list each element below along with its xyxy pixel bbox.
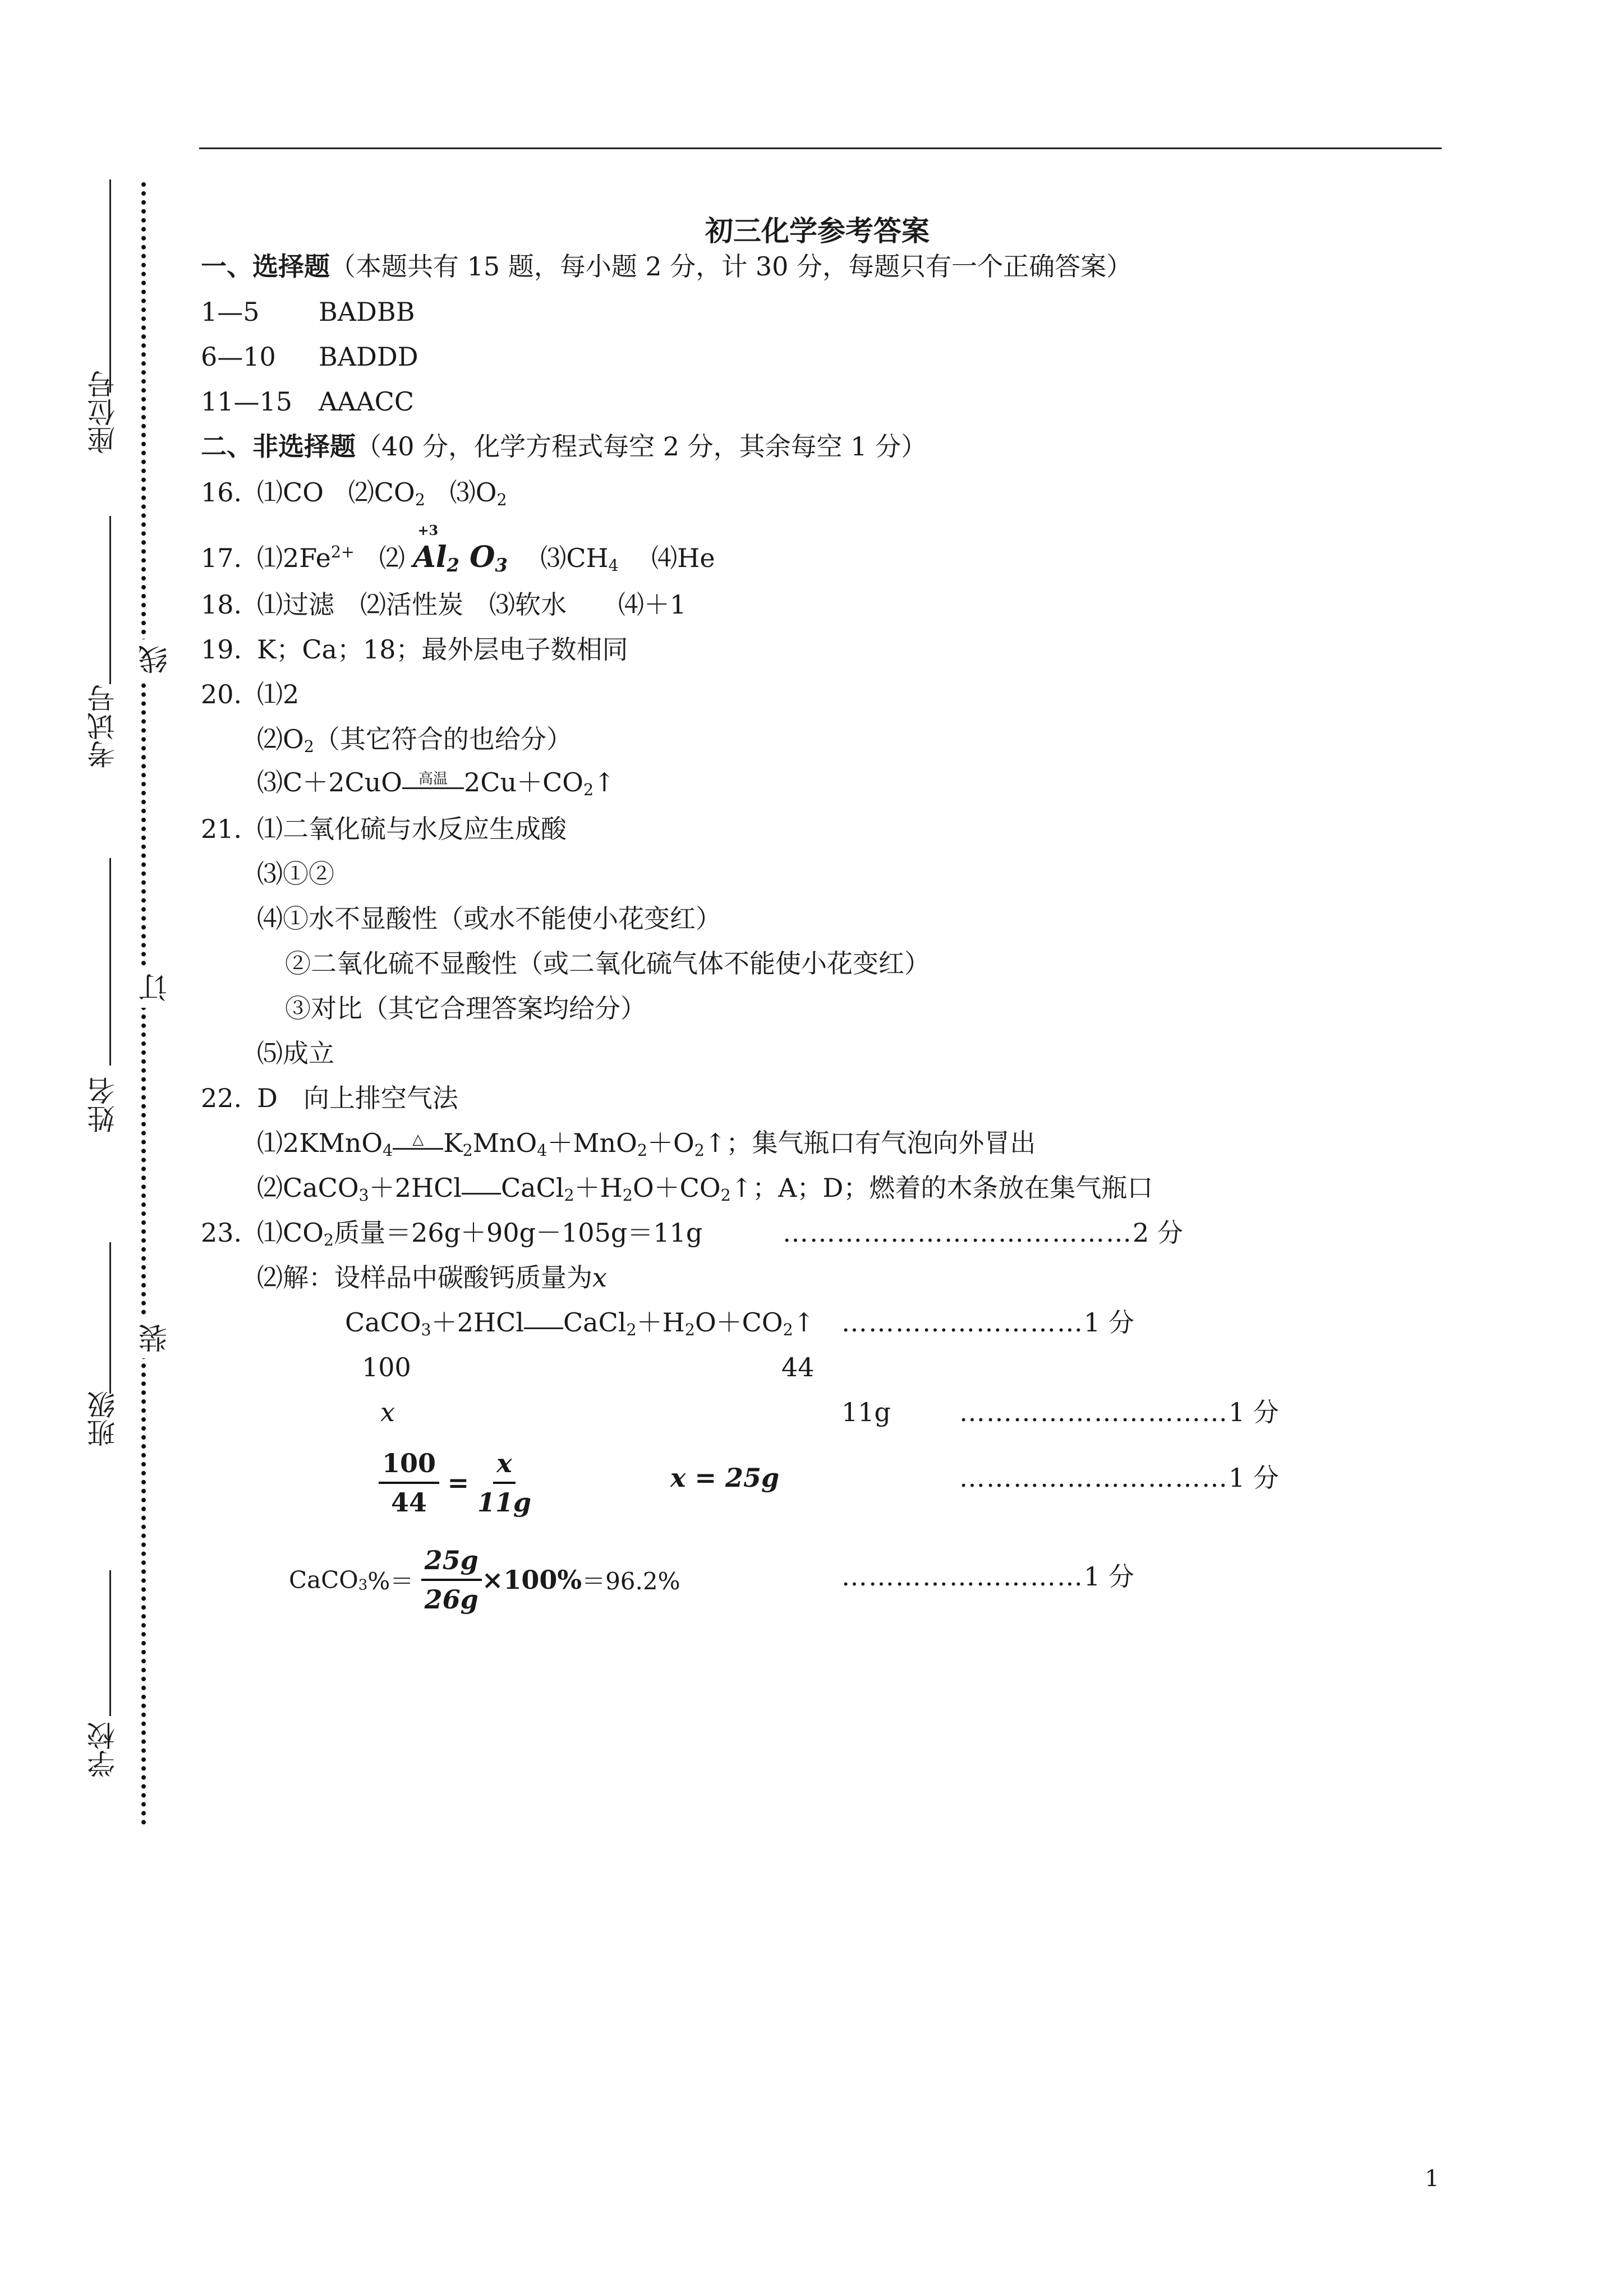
denominator: 11g (477, 1487, 532, 1518)
section-2-heading (201, 431, 927, 462)
mc-range: 6—10 (201, 342, 276, 372)
subscript: 2 (447, 555, 459, 577)
reaction-bar (462, 1177, 501, 1203)
subscript: 2 (622, 1186, 633, 1205)
score-dots: ………………………… (959, 1397, 1229, 1427)
score-dots: ……………………… (841, 1561, 1084, 1592)
q21-answer-1: ⑴二氧化硫与水反应生成酸 (257, 814, 567, 844)
mass-co2: 11g (841, 1397, 891, 1427)
question-number: 20. (201, 679, 242, 709)
reaction-bar (393, 1148, 443, 1150)
subscript: 2 (583, 781, 594, 800)
equation-part: O＋CO (632, 1173, 721, 1203)
question-number: 23. (201, 1218, 242, 1248)
equation-part: ＋2HCl (431, 1307, 524, 1338)
subscript: 2 (496, 491, 507, 510)
mc-row-1 (201, 299, 415, 325)
exam-no-label: 考试号 (87, 684, 119, 768)
subscript: 3 (358, 1576, 368, 1594)
section-1-note: （本题共有 15 题，每小题 2 分，计 30 分，每题只有一个正确答案） (330, 251, 1133, 282)
q18-answers: ⑴过滤 ⑵活性炭 ⑶软水 ⑷＋1 (257, 589, 687, 620)
q23-answer-1-calc: 质量＝26g＋90g－105g＝11g (334, 1218, 703, 1248)
q17-answer-3: ⑶CH (540, 543, 609, 573)
question-number: 19. (201, 634, 242, 665)
mc-range: 11—15 (201, 386, 293, 417)
equation-part: %＝ (367, 1567, 414, 1595)
fraction-100-44 (379, 1448, 439, 1518)
unknown-x: x (380, 1397, 395, 1427)
binding-mark-line: 线 (135, 639, 177, 680)
gas-arrow: ↑ (594, 767, 615, 797)
equation-part: O＋CO (694, 1307, 783, 1338)
subscript: 3 (421, 1321, 431, 1340)
q22-answer-1 (257, 1130, 1036, 1158)
q19-answers: K；Ca；18；最外层电子数相同 (257, 634, 628, 665)
q20-answer-3 (257, 767, 615, 800)
question-number: 16. (201, 477, 242, 508)
molar-mass-co2: 44 (781, 1352, 815, 1382)
equation-part: ＋MnO (547, 1128, 637, 1158)
school-label: 学校 (87, 1722, 119, 1778)
binding-mark-pack: 装 (135, 1318, 177, 1358)
q16-answer-1: ⑴CO (257, 477, 324, 508)
solution-x: x = 25g (670, 1463, 780, 1493)
reaction-bar-line (462, 1193, 501, 1195)
question-16 (201, 477, 507, 510)
q20-answer-2 (257, 724, 572, 757)
numerator: 25g (421, 1545, 482, 1581)
exam-no-field-line (109, 516, 111, 684)
q17-answer-2-label: ⑵ (379, 543, 405, 573)
superscript: 2+ (330, 542, 355, 561)
equation-part: CaCl (563, 1307, 627, 1338)
q21-answer-4-1: ⑷①水不显酸性（或水不能使小花变红） (257, 903, 721, 934)
q20-answer-1: ⑴2 (257, 679, 300, 709)
subscript: 2 (684, 1321, 695, 1340)
score-line-3 (959, 1399, 1279, 1425)
subscript: 2 (415, 491, 425, 510)
score-value: 1 分 (1229, 1397, 1279, 1427)
variable-x: x (592, 1262, 607, 1293)
score-line-4 (959, 1465, 1279, 1491)
name-field-line (109, 858, 111, 1066)
score-dots: ………………………………… (783, 1218, 1133, 1248)
question-19 (201, 634, 628, 665)
formula-al: Al (413, 540, 447, 574)
reaction-condition-bar (402, 772, 464, 797)
question-18 (201, 589, 687, 620)
question-21 (201, 816, 567, 842)
equation-part: K (443, 1128, 463, 1158)
question-22 (201, 1085, 458, 1111)
seat-field-line (109, 179, 111, 393)
subscript: 2 (626, 1321, 637, 1340)
question-20 (201, 681, 299, 707)
q23-solution-intro: ⑵解：设样品中碳酸钙质量为 (257, 1262, 592, 1293)
equation-part: CaCO (289, 1566, 358, 1594)
question-23 (201, 1218, 703, 1250)
page-title: 初三化学参考答案 (705, 215, 930, 247)
fraction-25g-26g (421, 1545, 482, 1615)
q23-answer-1-formula: ⑴CO (257, 1218, 324, 1248)
equation-part: ＋H (636, 1307, 685, 1338)
score-dots: ………………………… (959, 1463, 1229, 1493)
reaction-bar (524, 1312, 563, 1338)
mc-answers: BADBB (319, 297, 415, 327)
equals-sign: = (447, 1468, 470, 1498)
denominator: 44 (391, 1487, 427, 1518)
class-field-line (109, 1242, 111, 1394)
subscript: 4 (383, 1141, 393, 1160)
question-number: 18. (201, 589, 242, 620)
section-1-title: 一、选择题 (201, 251, 330, 282)
score-value: 1 分 (1084, 1561, 1134, 1592)
score-line-5 (841, 1561, 1134, 1592)
subscript: 2 (564, 1186, 574, 1205)
equation-note: ↑；A；D；燃着的木条放在集气瓶口 (730, 1173, 1153, 1203)
score-value: 1 分 (1229, 1463, 1279, 1493)
q22-answer-2 (257, 1175, 1153, 1203)
equation-part: ＋H (574, 1173, 623, 1203)
question-number: 22. (201, 1083, 242, 1113)
q23-answer-2 (257, 1262, 607, 1293)
class-label: 班级 (87, 1391, 119, 1447)
denominator: 26g (424, 1584, 479, 1615)
subscript: 2 (783, 1321, 793, 1340)
percentage-calculation (289, 1545, 680, 1615)
question-17 (201, 522, 715, 577)
binding-mark-order: 订 (135, 967, 177, 1008)
reaction-condition-bar (393, 1132, 443, 1158)
equation-part: CaCl (500, 1173, 564, 1203)
equation-reactants: ⑶C＋2CuO (257, 767, 402, 797)
equation-part: ＋O (647, 1128, 694, 1158)
percentage-result: ＝96.2% (582, 1567, 680, 1595)
top-rule (199, 147, 1442, 149)
score-line-2 (841, 1307, 1134, 1338)
section-2-note: （40 分，化学方程式每空 2 分，其余每空 1 分） (356, 431, 927, 462)
school-field-line (109, 1570, 111, 1716)
numerator: x (493, 1448, 515, 1484)
equation-part: CaCO (345, 1307, 421, 1338)
subscript: 2 (462, 1141, 473, 1160)
reaction-bar (402, 787, 464, 789)
seat-label: 座位号 (87, 370, 119, 454)
subscript: 2 (720, 1186, 731, 1205)
numerator: 100 (379, 1448, 439, 1484)
equation-part: MnO (472, 1128, 537, 1158)
fraction-x-11g (477, 1448, 531, 1518)
subscript: 4 (608, 556, 619, 575)
section-2-title: 二、非选择题 (201, 431, 356, 462)
alumina-formula (413, 522, 508, 577)
subscript: 4 (537, 1141, 548, 1160)
proportion-equation (379, 1448, 531, 1518)
subscript: 2 (323, 1231, 334, 1250)
question-number: 17. (201, 543, 242, 573)
section-1-heading (201, 251, 1133, 282)
question-number: 21. (201, 814, 242, 844)
valence-mark: +3 (417, 522, 439, 538)
q17-answer-4: ⑷He (651, 543, 715, 573)
subscript: 2 (637, 1141, 647, 1160)
subscript: 2 (694, 1141, 705, 1160)
score-dots: ……………………… (841, 1307, 1084, 1338)
score-value: 2 分 (1133, 1218, 1183, 1248)
q17-answer-1: ⑴2Fe (257, 543, 331, 573)
equation-part: ⑴2KMnO (257, 1128, 383, 1158)
formula-o: O (470, 540, 495, 574)
q21-answer-4-2: ②二氧化硫不显酸性（或二氧化硫气体不能使小花变红） (285, 948, 930, 979)
q16-answer-2: ⑵CO (348, 477, 415, 508)
subscript: 3 (495, 555, 508, 577)
gas-arrow: ↑ (793, 1307, 815, 1338)
reaction-condition: △ (412, 1131, 424, 1148)
times-100-percent: ×100% (481, 1565, 582, 1595)
q23-equation (345, 1307, 815, 1340)
mc-row-2 (201, 344, 418, 370)
equation-part: ⑵CaCO (257, 1173, 359, 1203)
score-line-1 (783, 1220, 1183, 1246)
equation-products: 2Cu＋CO (464, 767, 583, 797)
q21-answer-5: ⑸成立 (257, 1038, 334, 1068)
mc-answers: AAACC (319, 386, 415, 417)
subscript: 3 (358, 1186, 369, 1205)
reaction-condition: 高温 (418, 771, 448, 787)
equation-note: ↑；集气瓶口有气泡向外冒出 (704, 1128, 1036, 1158)
q21-answer-3: ⑶①② (257, 859, 334, 889)
reaction-bar-line (524, 1327, 563, 1329)
q16-answer-3: ⑶O (449, 477, 497, 508)
name-label: 姓名 (87, 1077, 119, 1133)
molar-mass-caco3: 100 (362, 1352, 411, 1382)
subscript: 2 (303, 737, 314, 757)
q20-answer-2-formula: ⑵O (257, 724, 304, 754)
q21-answer-4-3: ③对比（其它合理答案均给分） (285, 993, 646, 1023)
mc-row-3 (201, 386, 415, 417)
score-value: 1 分 (1084, 1307, 1134, 1338)
q22-answer-head: D 向上排空气法 (257, 1083, 458, 1113)
equation-part: ＋2HCl (369, 1173, 462, 1203)
q20-answer-2-note: （其它符合的也给分） (314, 724, 572, 754)
mc-answers: BADDD (319, 342, 418, 372)
page-number: 1 (1425, 2166, 1439, 2192)
mc-range: 1—5 (201, 297, 260, 327)
